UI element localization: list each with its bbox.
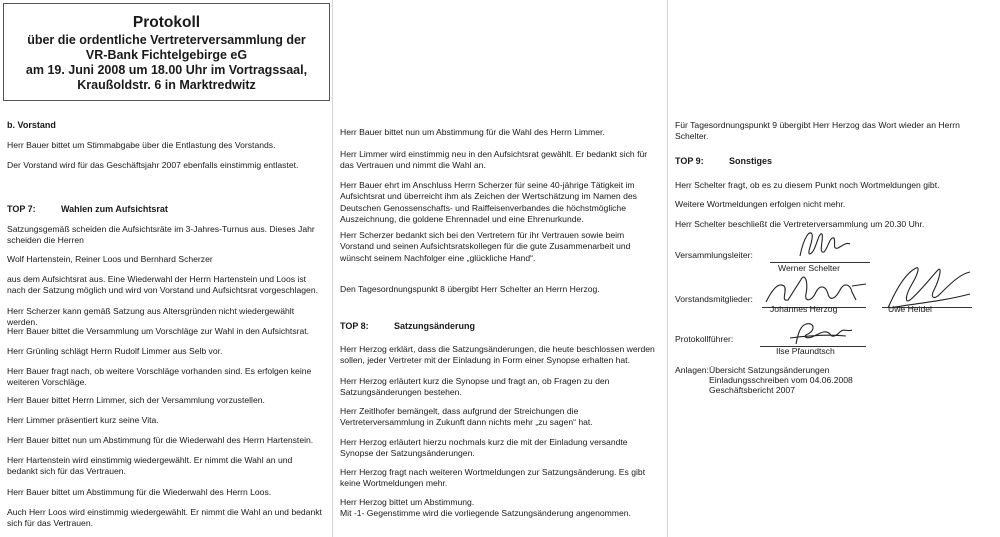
top9-title: Sonstiges [729,156,773,166]
paragraph: Herr Bauer bittet Herrn Limmer, sich der Versammlung vorzustellen. [7,395,265,405]
paragraph: Für Tagesordnungspunkt 9 übergibt Herr Herzog das Wort wieder an Herrn Schelter. [675,120,960,142]
paragraph: Weitere Wortmeldungen erfolgen nicht mehr. [675,199,846,209]
section-heading: b. Vorstand [7,120,56,130]
paragraph: Auch Herr Loos wird einstimmig wiedergewählt. Er nimmt die Wahl an und bedankt sich für das Vertrauen. [7,507,322,529]
paragraph: Wolf Hartenstein, Reiner Loos und Bernhard Scherzer [7,254,213,264]
anlage-item: Übersicht Satzungsänderungen [709,365,830,375]
paragraph: Satzungsgemäß scheiden die Aufsichtsräte im 3-Jahres-Turnus aus. Dieses Jahr scheiden die Herren [7,224,315,246]
anlage-item: Geschäftsbericht 2007 [709,385,795,395]
label-anlagen: Anlagen: [675,365,709,375]
paragraph: Der Vorstand wird für das Geschäftsjahr 2007 ebenfalls einstimmig entlastet. [7,160,299,170]
name-schelter: Werner Schelter [778,263,840,273]
anlage-item: Einladungsschreiben vom 04.06.2008 [709,375,853,385]
paragraph: Herr Herzog bittet um Abstimmung. [340,497,475,507]
title-line-1: über die ordentliche Vertreterversammlung der [27,33,306,47]
title-line-2: VR-Bank Fichtelgebirge eG [85,48,248,62]
name-herzog: Johannes Herzog [770,304,838,314]
title-box [3,3,330,101]
signature-schelter [792,228,852,262]
paragraph: Den Tagesordnungspunkt 8 übergibt Herr Schelter an Herrn Herzog. [340,284,600,294]
top7-label: TOP 7: [7,204,36,214]
paragraph: Herr Schelter beschließt die Vertreterversammlung um 20.30 Uhr. [675,219,925,229]
paragraph: Herr Scherzer kann gemäß Satzung aus Altersgründen nicht wiedergewählt werden. [7,306,295,328]
paragraph: Mit -1- Gegenstimme wird die vorliegende Satzungsänderung angenommen. [340,508,631,518]
paragraph: Herr Bauer bittet nun um Abstimmung für die Wiederwahl des Herrn Hartenstein. [7,435,314,445]
paragraph: Herr Herzog erklärt, dass die Satzungsänderungen, die heute beschlossen werden sollen, jeder Vertreter mit der Einladung in Form einer Synopse erhalten hat. [340,344,655,366]
name-pfaundtsch: Ilse Pfaundtsch [776,346,835,356]
label-vorstandsmitglieder: Vorstandsmitglieder: [675,294,753,304]
signature-pfaundtsch [786,320,856,348]
top9-heading [675,156,975,167]
paragraph: Herr Bauer bittet um Stimmabgabe über die Entlastung des Vorstands. [7,140,276,150]
top7-heading [7,204,327,215]
top8-heading [340,321,658,332]
paragraph: Herr Zeitlhofer bemängelt, dass aufgrund der Streichungen die Vertreterversammlung in Zukunft dann nichts mehr „zu sagen“ hat. [340,406,593,428]
top7-title: Wahlen zum Aufsichtsrat [61,204,168,214]
title-line-4: Kraußoldstr. 6 in Marktredwitz [77,78,256,92]
paragraph: Herr Herzog erläutert kurz die Synopse und fragt an, ob Fragen zu den Satzungsänderungen bestehen. [340,376,610,398]
paragraph: Herr Herzog fragt nach weiteren Wortmeldungen zur Satzungsänderung. Es gibt keine Wortmeldungen mehr. [340,467,646,489]
paragraph: Herr Limmer wird einstimmig neu in den Aufsichtsrat gewählt. Er bedankt sich für das Vertrauen und nimmt die Wahl an. [340,149,648,171]
column-divider [332,0,333,537]
top9-label: TOP 9: [675,156,704,166]
paragraph: Herr Bauer bittet um Abstimmung für die Wiederwahl des Herrn Loos. [7,487,272,497]
paragraph: Herr Bauer bittet die Versammlung um Vorschläge zur Wahl in den Aufsichtsrat. [7,326,310,336]
paragraph: Herr Schelter fragt, ob es zu diesem Punkt noch Wortmeldungen gibt. [675,180,940,190]
paragraph: Herr Bauer fragt nach, ob weitere Vorschläge vorhanden sind. Es erfolgen keine weiteren Vorschläge. [7,366,312,388]
top8-title: Satzungsänderung [394,321,476,331]
top8-label: TOP 8: [340,321,369,331]
paragraph: Herr Hartenstein wird einstimmig wiedergewählt. Er nimmt die Wahl an und bedankt sich für das Vertrauen. [7,455,293,477]
name-heidel: Uwe Heidel [888,304,932,314]
label-protokollfuehrer: Protokollführer: [675,334,734,344]
signature-herzog [762,272,872,308]
column-divider [667,0,668,537]
paragraph: Herr Bauer ehrt im Anschluss Herrn Scherzer für seine 40-jährige Tätigkeit im Aufsichtsrat und überreicht ihm als Zeichen der Wertschätzung im Namen des Deutschen Genossenschafts- und Raiffeisenverbandes die höchstmögliche Auszeichnung, die goldene Ehrennadel und eine Ehrenurkunde. [340,180,637,225]
paragraph: aus dem Aufsichtsrat aus. Eine Wiederwahl der Herrn Hartenstein und Loos ist nach der Satzung möglich und wird von Vorstand und Aufsichtsrat vorgeschlagen. [7,274,318,296]
paragraph: Herr Grünling schlägt Herrn Rudolf Limmer aus Selb vor. [7,346,223,356]
paragraph: Herr Herzog erläutert hierzu nochmals kurz die mit der Einladung versandte Synopse der Satzungsänderungen. [340,437,628,459]
title-line-3: am 19. Juni 2008 um 18.00 Uhr im Vortragssaal, [25,63,308,77]
document-title: Protokoll [132,14,201,31]
paragraph: Herr Scherzer bedankt sich bei den Vertretern für ihr Vertrauen sowie beim Vorstand und seinen Aufsichtsratskollegen für die gute Zusammenarbeit und wünscht seinem Nachfolger eine „glückliche Hand“. [340,230,631,263]
paragraph: Herr Limmer präsentiert kurz seine Vita. [7,415,159,425]
paragraph: Herr Bauer bittet nun um Abstimmung für die Wahl des Herrn Limmer. [340,127,605,137]
label-versammlungsleiter: Versammlungsleiter: [675,250,753,260]
